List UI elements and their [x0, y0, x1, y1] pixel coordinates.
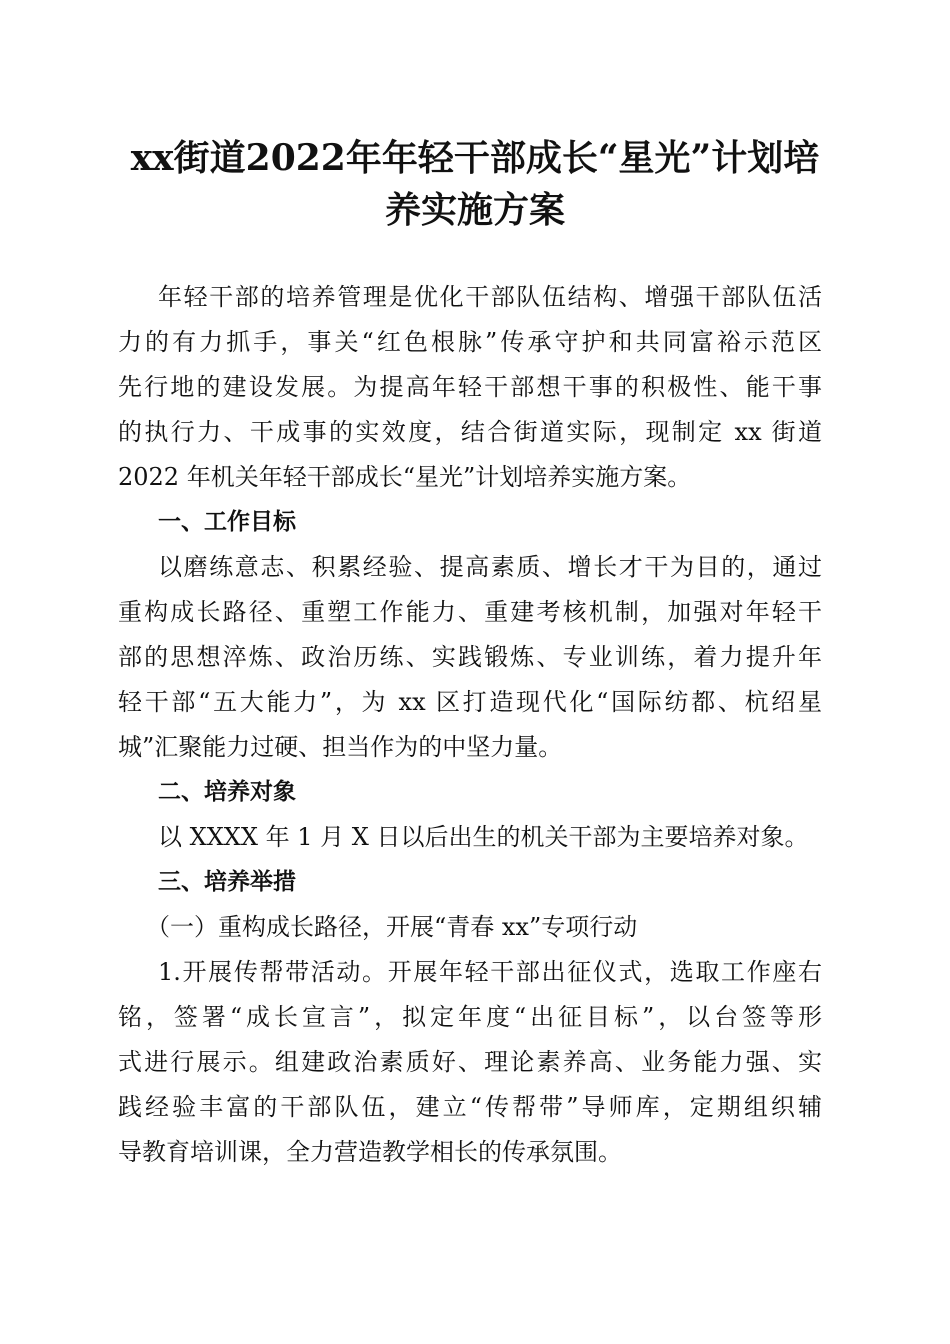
measures-line-2: 铭，签署“成长宣言”，拟定年度“出征目标”，以台签等形	[118, 1003, 822, 1031]
targets-line-1: 以 XXXX 年 1 月 X 日以后出生的机关干部为主要培养对象。	[158, 823, 809, 851]
goals-line-4: 轻干部“五大能力”，为 xx 区打造现代化“国际纺都、杭绍星	[118, 688, 822, 716]
measures-line-1: 1.开展传帮带活动。开展年轻干部出征仪式，选取工作座右	[158, 958, 822, 986]
section-heading-measures: 三、培养举措	[158, 869, 296, 895]
intro-line-1: 年轻干部的培养管理是优化干部队伍结构、增强干部队伍活	[158, 283, 822, 311]
document-title-line-2: 养实施方案	[384, 189, 565, 231]
measures-line-4: 践经验丰富的干部队伍，建立“传帮带”导师库，定期组织辅	[118, 1093, 822, 1121]
goals-line-1: 以磨练意志、积累经验、提高素质、增长才干为目的，通过	[158, 553, 822, 581]
goals-line-3: 部的思想淬炼、政治历练、实践锻炼、专业训练，着力提升年	[118, 643, 822, 671]
intro-line-4: 的执行力、干成事的实效度，结合街道实际，现制定 xx 街道	[118, 418, 822, 446]
document-title-line-1: xx街道2022年年轻干部成长“星光”计划培	[130, 137, 820, 179]
measures-line-3: 式进行展示。组建政治素质好、理论素养高、业务能力强、实	[118, 1048, 822, 1076]
measures-line-5: 导教育培训课，全力营造教学相长的传承氛围。	[118, 1138, 622, 1166]
intro-line-5: 2022 年机关年轻干部成长“星光”计划培养实施方案。	[118, 463, 692, 491]
goals-line-5: 城”汇聚能力过硬、担当作为的中坚力量。	[118, 733, 563, 761]
intro-line-2: 力的有力抓手，事关“红色根脉”传承守护和共同富裕示范区	[118, 328, 822, 356]
goals-line-2: 重构成长路径、重塑工作能力、重建考核机制，加强对年轻干	[118, 598, 822, 626]
intro-line-3: 先行地的建设发展。为提高年轻干部想干事的积极性、能干事	[118, 373, 822, 401]
subsection-heading-1: （一）重构成长路径，开展“青春 xx”专项行动	[146, 913, 638, 941]
section-heading-goals: 一、工作目标	[158, 509, 296, 535]
section-heading-targets: 二、培养对象	[158, 779, 296, 805]
